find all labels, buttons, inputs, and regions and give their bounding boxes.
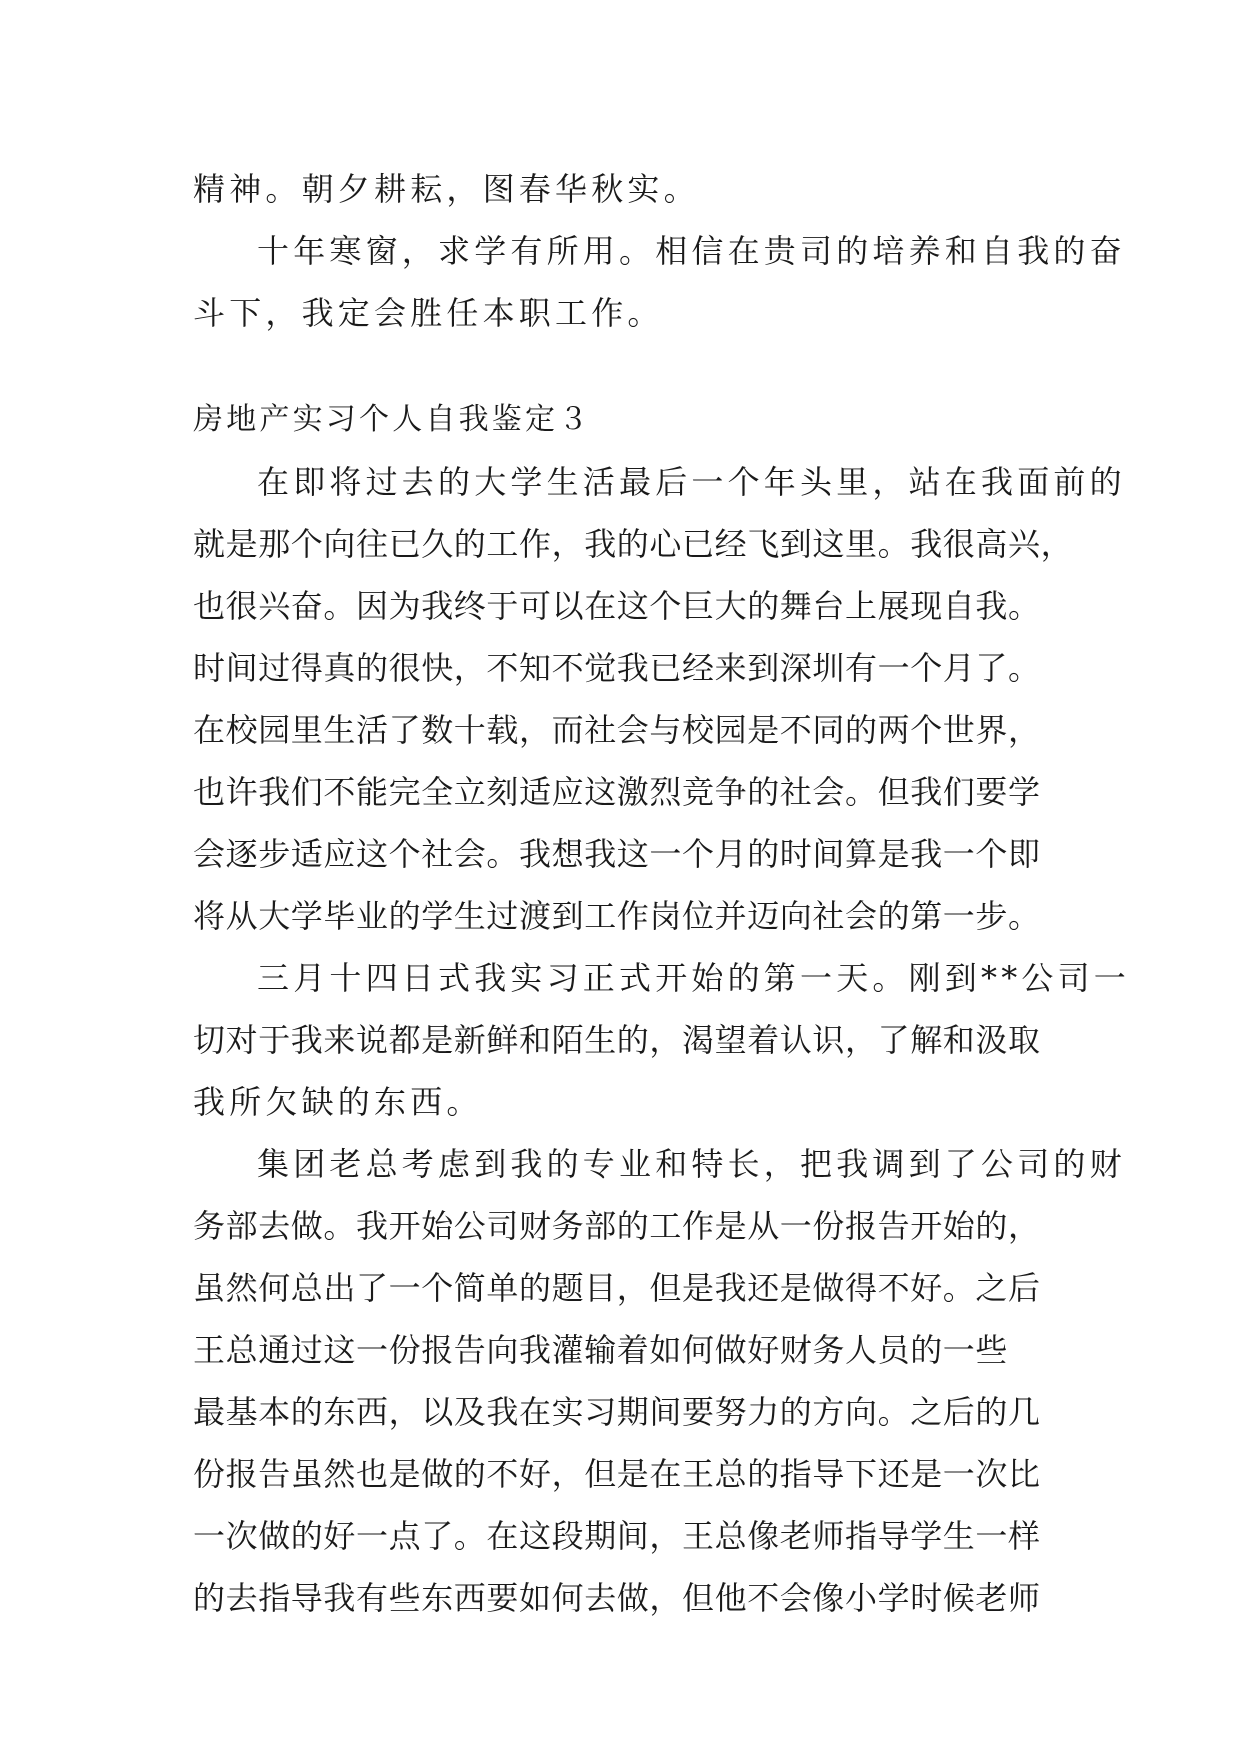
paragraph-first-line: 十年寒窗，求学有所用。相信在贵司的培养和自我的奋 bbox=[257, 232, 1126, 270]
text-line: 的去指导我有些东西要如何去做，但他不会像小学时候老师 bbox=[193, 1579, 1041, 1617]
paragraph-gap bbox=[193, 344, 1061, 389]
text-line: 切对于我来说都是新鲜和陌生的，渴望着认识，了解和汲取 bbox=[193, 1021, 1041, 1059]
paragraph-first-line: 三月十四日式我实习正式开始的第一天。刚到**公司一 bbox=[257, 959, 1131, 997]
paragraph-first-line: 在即将过去的大学生活最后一个年头里，站在我面前的 bbox=[257, 463, 1126, 501]
text-line: 就是那个向往已久的工作，我的心已经飞到这里。我很高兴， bbox=[193, 525, 1074, 563]
text-line: 时间过得真的很快，不知不觉我已经来到深圳有一个月了。 bbox=[193, 649, 1041, 687]
text-line: 份报告虽然也是做的不好，但是在王总的指导下还是一次比 bbox=[193, 1455, 1041, 1493]
text-line: 斗下，我定会胜任本职工作。 bbox=[193, 294, 664, 332]
text-line: 王总通过这一份报告向我灌输着如何做好财务人员的一些 bbox=[193, 1331, 1009, 1369]
text-line: 会逐步适应这个社会。我想我这一个月的时间算是我一个即 bbox=[193, 835, 1041, 873]
text-line: 也很兴奋。因为我终于可以在这个巨大的舞台上展现自我。 bbox=[193, 587, 1041, 625]
document-body bbox=[193, 158, 1131, 1629]
text-line: 将从大学毕业的学生过渡到工作岗位并迈向社会的第一步。 bbox=[193, 897, 1041, 935]
text-line: 最基本的东西，以及我在实习期间要努力的方向。之后的几 bbox=[193, 1393, 1041, 1431]
paragraph-first-line: 集团老总考虑到我的专业和特长，把我调到了公司的财 bbox=[257, 1145, 1126, 1183]
text-line: 精神。朝夕耕耘，图春华秋实。 bbox=[193, 170, 700, 208]
text-line: 一次做的好一点了。在这段期间，王总像老师指导学生一样 bbox=[193, 1517, 1041, 1555]
text-line: 也许我们不能完全立刻适应这激烈竞争的社会。但我们要学 bbox=[193, 773, 1041, 811]
text-line: 在校园里生活了数十载，而社会与校园是不同的两个世界， bbox=[193, 711, 1041, 749]
text-line: 我所欠缺的东西。 bbox=[193, 1083, 483, 1121]
text-line: 虽然何总出了一个简单的题目，但是我还是做得不好。之后 bbox=[193, 1269, 1041, 1307]
section-heading: 房地产实习个人自我鉴定３ bbox=[193, 402, 592, 437]
text-line: 务部去做。我开始公司财务部的工作是从一份报告开始的， bbox=[193, 1207, 1041, 1245]
